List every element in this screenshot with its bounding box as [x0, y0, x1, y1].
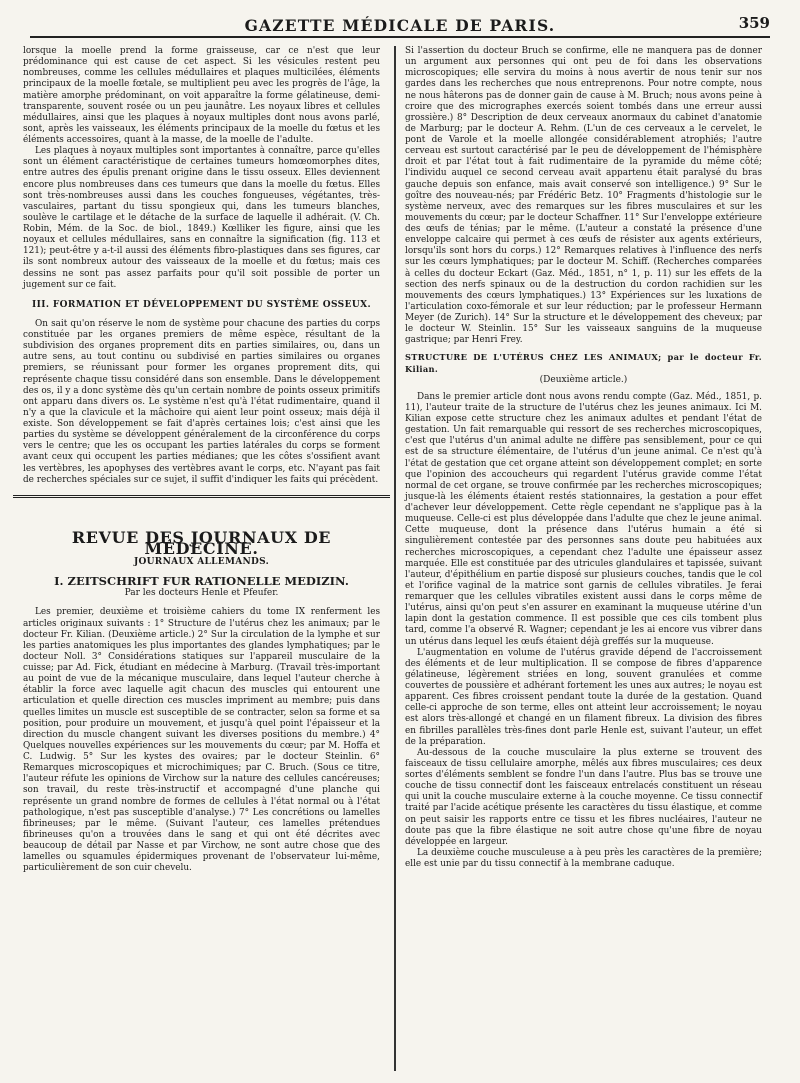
page-header	[30, 10, 770, 38]
article-heading: STRUCTURE DE L'UTÉRUS CHEZ LES ANIMAUX; par le docteur Fr. Kilian.	[405, 352, 762, 374]
right-column	[405, 46, 762, 870]
review-subtitle: JOURNAUX ALLEMANDS.	[133, 557, 270, 567]
paragraph: Si l'assertion du docteur Bruch se confirme, elle ne manquera pas de donner un argument aux personnes qui ont peu de foi dans les observations microscopiques; elle servira du moins à nous avertir de nous tenir sur nos gardes dans les recherches que nous entreprenons. Pour notre compte, nous ne nous hâterons pas de donner gain de cause à M. Bruch; nous avons peine à croire que des micrographes exercés soient tombés dans une erreur aussi grossière.) 8° Description de deux cerveaux anormaux du cabinet d'anatomie de Marburg; par le docteur A. Rehm. (L'un de ces cerveaux a le cervelet, le pont de Varole et la moelle allongée considérablement atrophiés; l'autre cerveau est surtout caractérisé par le peu de développement de l'hémisphère droit et par l'état tout à fait rudimentaire de la pyramide du même côté; l'individu auquel ce second cerveau avait appartenu était paralysé du bras gauche depuis son enfance, mais avait conservé son intelligence.) 9° Sur le goître des nouveau-nés; par Frédéric Betz. 10° Fragments d'histologie sur le système nerveux, avec des remarques sur les fibres musculaires et sur les mouvements du cœur; par le docteur Schaffner. 11° Sur l'enveloppe extérieure des œufs de ténias; par le même. (L'auteur a constaté la présence d'une enveloppe calcaire qui permet à ces œufs de résister aux agents extérieurs, lorsqu'ils sont hors du corps.) 12° Remarques relatives à l'influence des nerfs sur les cœurs lymphatiques; par le docteur M. Schiff. (Recherches comparées à celles du docteur Eckart (Gaz. Méd., 1851, n° 1, p. 11) sur les effets de la section des nerfs spinaux ou de la destruction du cordon rachidien sur les mouvements des cœurs lymphatiques.) 13° Expériences sur les luxations de l'articulation coxo-fémorale et sur leur réduction; par le professeur Hermann Meyer (de Zurich). 14° Sur la structure et le développement des cheveux; par le docteur W. Steinlin. 15° Sur les vaisseaux sanguins de la muqueuse gastrique; par Henri Frey.	[405, 46, 762, 346]
paragraph: La deuxième couche musculeuse a à peu près les caractères de la première; elle est unie par du tissu connectif à la membrane caduque.	[405, 847, 762, 869]
paragraph: L'augmentation en volume de l'utérus gravide dépend de l'accroissement des éléments et de leur multiplication. Il se compose de fibres d'apparence gélatineuse, légèrement striées en long, souvent granulées et comme couvertes de poussière et adhérant fortement les unes aux autres; le noyau est apparent. Ces fibres croissent pendant toute la durée de la gestation. Quand celle-ci approche de son terme, elles ont atteint leur accroissement; le noyau est alors très-allongé et changé en un filament fibreux. La division des fibres en fibrilles parallèles très-fines dont parle Henle est, suivant l'auteur, un effet de la préparation.	[405, 647, 762, 747]
review-title: REVUE DES JOURNAUX DE MÉDECINE.	[71, 527, 332, 558]
article-subheading: (Deuxième article.)	[539, 374, 628, 385]
left-column	[23, 46, 380, 874]
paragraph: Dans le premier article dont nous avons rendu compte (Gaz. Méd., 1851, p. 11), l'auteur traite de la structure de l'utérus chez les jeunes animaux. Ici M. Kilian expose cette structure chez les animaux adultes et pendant l'état de gestation. Un fait remarquable qui ressort de ses recherches microscopiques, c'est que l'utérus d'un animal adulte ne diffère pas sensiblement, pour ce qui est de sa structure élémentaire, de l'utérus d'un jeune animal. Ce n'est qu'à l'état de gestation que cet organe atteint son développement complet; en sorte que l'opinion des accoucheurs qui regardent l'utérus gravide comme l'état normal de cet organe, se trouve confirmée par les recherches microscopiques; jusque-là les éléments étaient restés stationnaires, la gestation a pour effet d'achever leur développement. Cette règle cependant ne s'applique pas à la muqueuse. Celle-ci est plus développée dans l'adulte que chez le jeune animal. Cette muqueuse, dont la présence dans l'utérus humain a été si singulièrement contestée par des personnes sans doute peu habituées aux recherches microscopiques, a cependant chez l'adulte une épaisseur assez marquée. Elle est constituée par des utricules glandulaires et tapissée, suivant l'auteur, d'épithélium en partie disposé sur plusieurs couches, tandis que le col et l'orifice vaginal de la matrice sont garnis de cellules vibratiles. Je ferai remarquer que les cellules vibratiles existent aussi dans le corps même de l'utérus, ainsi qu'on peut s'en assurer en examinant la muqueuse utérine d'un lapin dont la gestation commence. Il est possible que ces cils tombent plus tard, comme l'a observé R. Wagner; cependant je les ai encore vus vibrer dans un utérus dans lequel les œufs étaient déjà greffés sur la muqueuse.	[405, 391, 762, 647]
section-divider	[13, 495, 390, 498]
journal-heading: I. ZEITSCHRIFT FUR RATIONELLE MEDIZIN.	[54, 574, 349, 589]
journal-title: GAZETTE MÉDICALE DE PARIS.	[244, 16, 556, 35]
paragraph: Au-dessous de la couche musculaire la plus externe se trouvent des faisceaux de tissu cellulaire amorphe, mêlés aux fibres musculaires; ces deux sortes d'éléments semblent se fondre l'un dans l'autre. Plus bas se trouve une couche de tissu connectif dont les faisceaux entrelacés constituent un réseau qui unit la couche musculaire externe à la couche moyenne. Ce tissu connectif traité par l'acide acétique présente les caractères du tissu élastique, et comme on peut saisir les rapports entre ce tissu et les fibres nucléaires, l'auteur ne doute pas que la fibre élastique ne soit autre chose qu'une fibre de noyau développée en largeur.	[405, 747, 762, 847]
paragraph: Les premier, deuxième et troisième cahiers du tome IX renferment les articles originaux suivants : 1° Structure de l'utérus chez les animaux; par le docteur Fr. Kilian. (Deuxième article.) 2° Sur la circulation de la lymphe et sur les parties anatomiques les plus importantes des glandes lymphatiques; par le docteur Noll. 3° Considérations statiques sur l'appareil musculaire de la cuisse; par Ad. Fick, étudiant en médecine à Marburg. (Travail très-important au point de vue de la mécanique musculaire, dans lequel l'auteur cherche à établir la force avec laquelle agit chacun des muscles qui entourent une articulation et quelle direction ces muscles impriment au membre; puis dans quelles limites un muscle est susceptible de se contracter, selon sa forme et sa position, pour produire un mouvement, et jusqu'à quel point l'épaisseur et la direction du muscle changent suivant les diverses positions du membre.) 4° Quelques nouvelles expériences sur les mouvements du cœur; par M. Hoffa et C. Ludwig. 5° Sur les kystes des ovaires; par le docteur Steinlin. 6° Remarques microscopiques et microchimiques; par C. Bruch. (Sous ce titre, l'auteur réfute les opinions de Virchow sur la nature des cellules cancéreuses; son travail, du reste très-instructif et accompagné d'une planche qui représente un grand nombre de formes de cellules à l'état normal ou à l'état pathologique, n'est pas susceptible d'analyse.) 7° Les concrétions ou lamelles fibrineuses; par le même. (Suivant l'auteur, ces lamelles prétendues fibrineuses qu'on a trouvées dans le sang et qui ont été décrites avec beaucoup de détail par Nasse et par Virchow, ne sont autre chose que des lamelles ou squamules épidermiques provenant de l'observateur lui-même, particulièrement de son cuir chevelu.	[23, 607, 380, 874]
page-number: 359	[738, 14, 770, 32]
paragraph: On sait qu'on réserve le nom de système pour chacune des parties du corps constituée par les organes premiers de même espèce, résultant de la subdivision des organes proprement dits en parties similaires, ou, dans un autre sens, au tout continu ou subdivisé en parties similaires ou organes premiers, se réunissant pour former les organes proprement dits, qui représente chaque tissu considéré dans son ensemble. Dans le développement des os, il y a donc système dès qu'un certain nombre de points osseux primitifs ont apparu dans divers os. Le système n'est qu'à l'état rudimentaire, quand il n'y a que la clavicule et la mâchoire qui aient leur point osseux; mais déjà il existe. Son développement se fait d'après certaines lois; c'est ainsi que les parties du système se développent généralement de la circonférence du corps vers le centre; que les os occupant les parties latérales du corps se forment avant ceux qui occupent les parties médianes; que les côtes s'ossifient avant les vertèbres, les apophyses des vertèbres avant le corps, etc. N'ayant pas fait de recherches spéciales sur ce sujet, il suffit d'indiquer les faits qui précèdent.	[23, 318, 380, 485]
column-divider	[394, 46, 396, 1071]
section-heading: III. FORMATION ET DÉVELOPPEMENT DU SYSTÈME OSSEUX.	[32, 299, 371, 310]
paragraph: lorsque la moelle prend la forme graisseuse, car ce n'est que leur prédominance qui est cause de cet aspect. Si les vésicules restent peu nombreuses, comme les cellules médullaires et plaques multicilées, éléments principaux de la moelle fœtale, se multiplient peu avec les progrès de l'âge, la matière amorphe prédominant, on voit apparaître la forme gélatineuse, demi-transparente, souvent rosée ou un peu jaunâtre. Les noyaux libres et cellules médullaires, ainsi que les plaques à noyaux multiples dont nous avons parlé, sont, après les vaisseaux, les éléments principaux de la moelle du fœtus et les éléments accessoires, quant à la masse, de la moelle de l'adulte.	[23, 46, 380, 145]
paragraph: Les plaques à noyaux multiples sont importantes à connaître, parce qu'elles sont un élément caractéristique de certaines tumeurs homœomorphes dites, entre autres des épulis prenant origine dans le tissu osseux. Elles deviennent encore plus nombreuses dans ces tumeurs que dans la moelle du fœtus. Elles sont très-nombreuses aussi dans les couches fongueuses, végétantes, très-vasculaires, partant du tissu spongieux qui, dans les tumeurs blanches, soulève le cartilage et le détache de la surface de laquelle il adhérait. (V. Ch. Robin, Mém. de la Soc. de biol., 1849.) Kœlliker les figure, ainsi que les noyaux et cellules médullaires, sans en connaître la signification (fig. 113 et 121); peut-être y a-t-il aussi des éléments fibro-plastiques dans ses figures, car ils sont nombreux autour des vaisseaux de la moelle et du fœtus; mais ces dessins ne sont pas assez parfaits pour qu'il soit possible de porter un jugement sur ce fait.	[23, 146, 380, 290]
journal-byline: Par les docteurs Henle et Pfeufer.	[124, 588, 279, 599]
